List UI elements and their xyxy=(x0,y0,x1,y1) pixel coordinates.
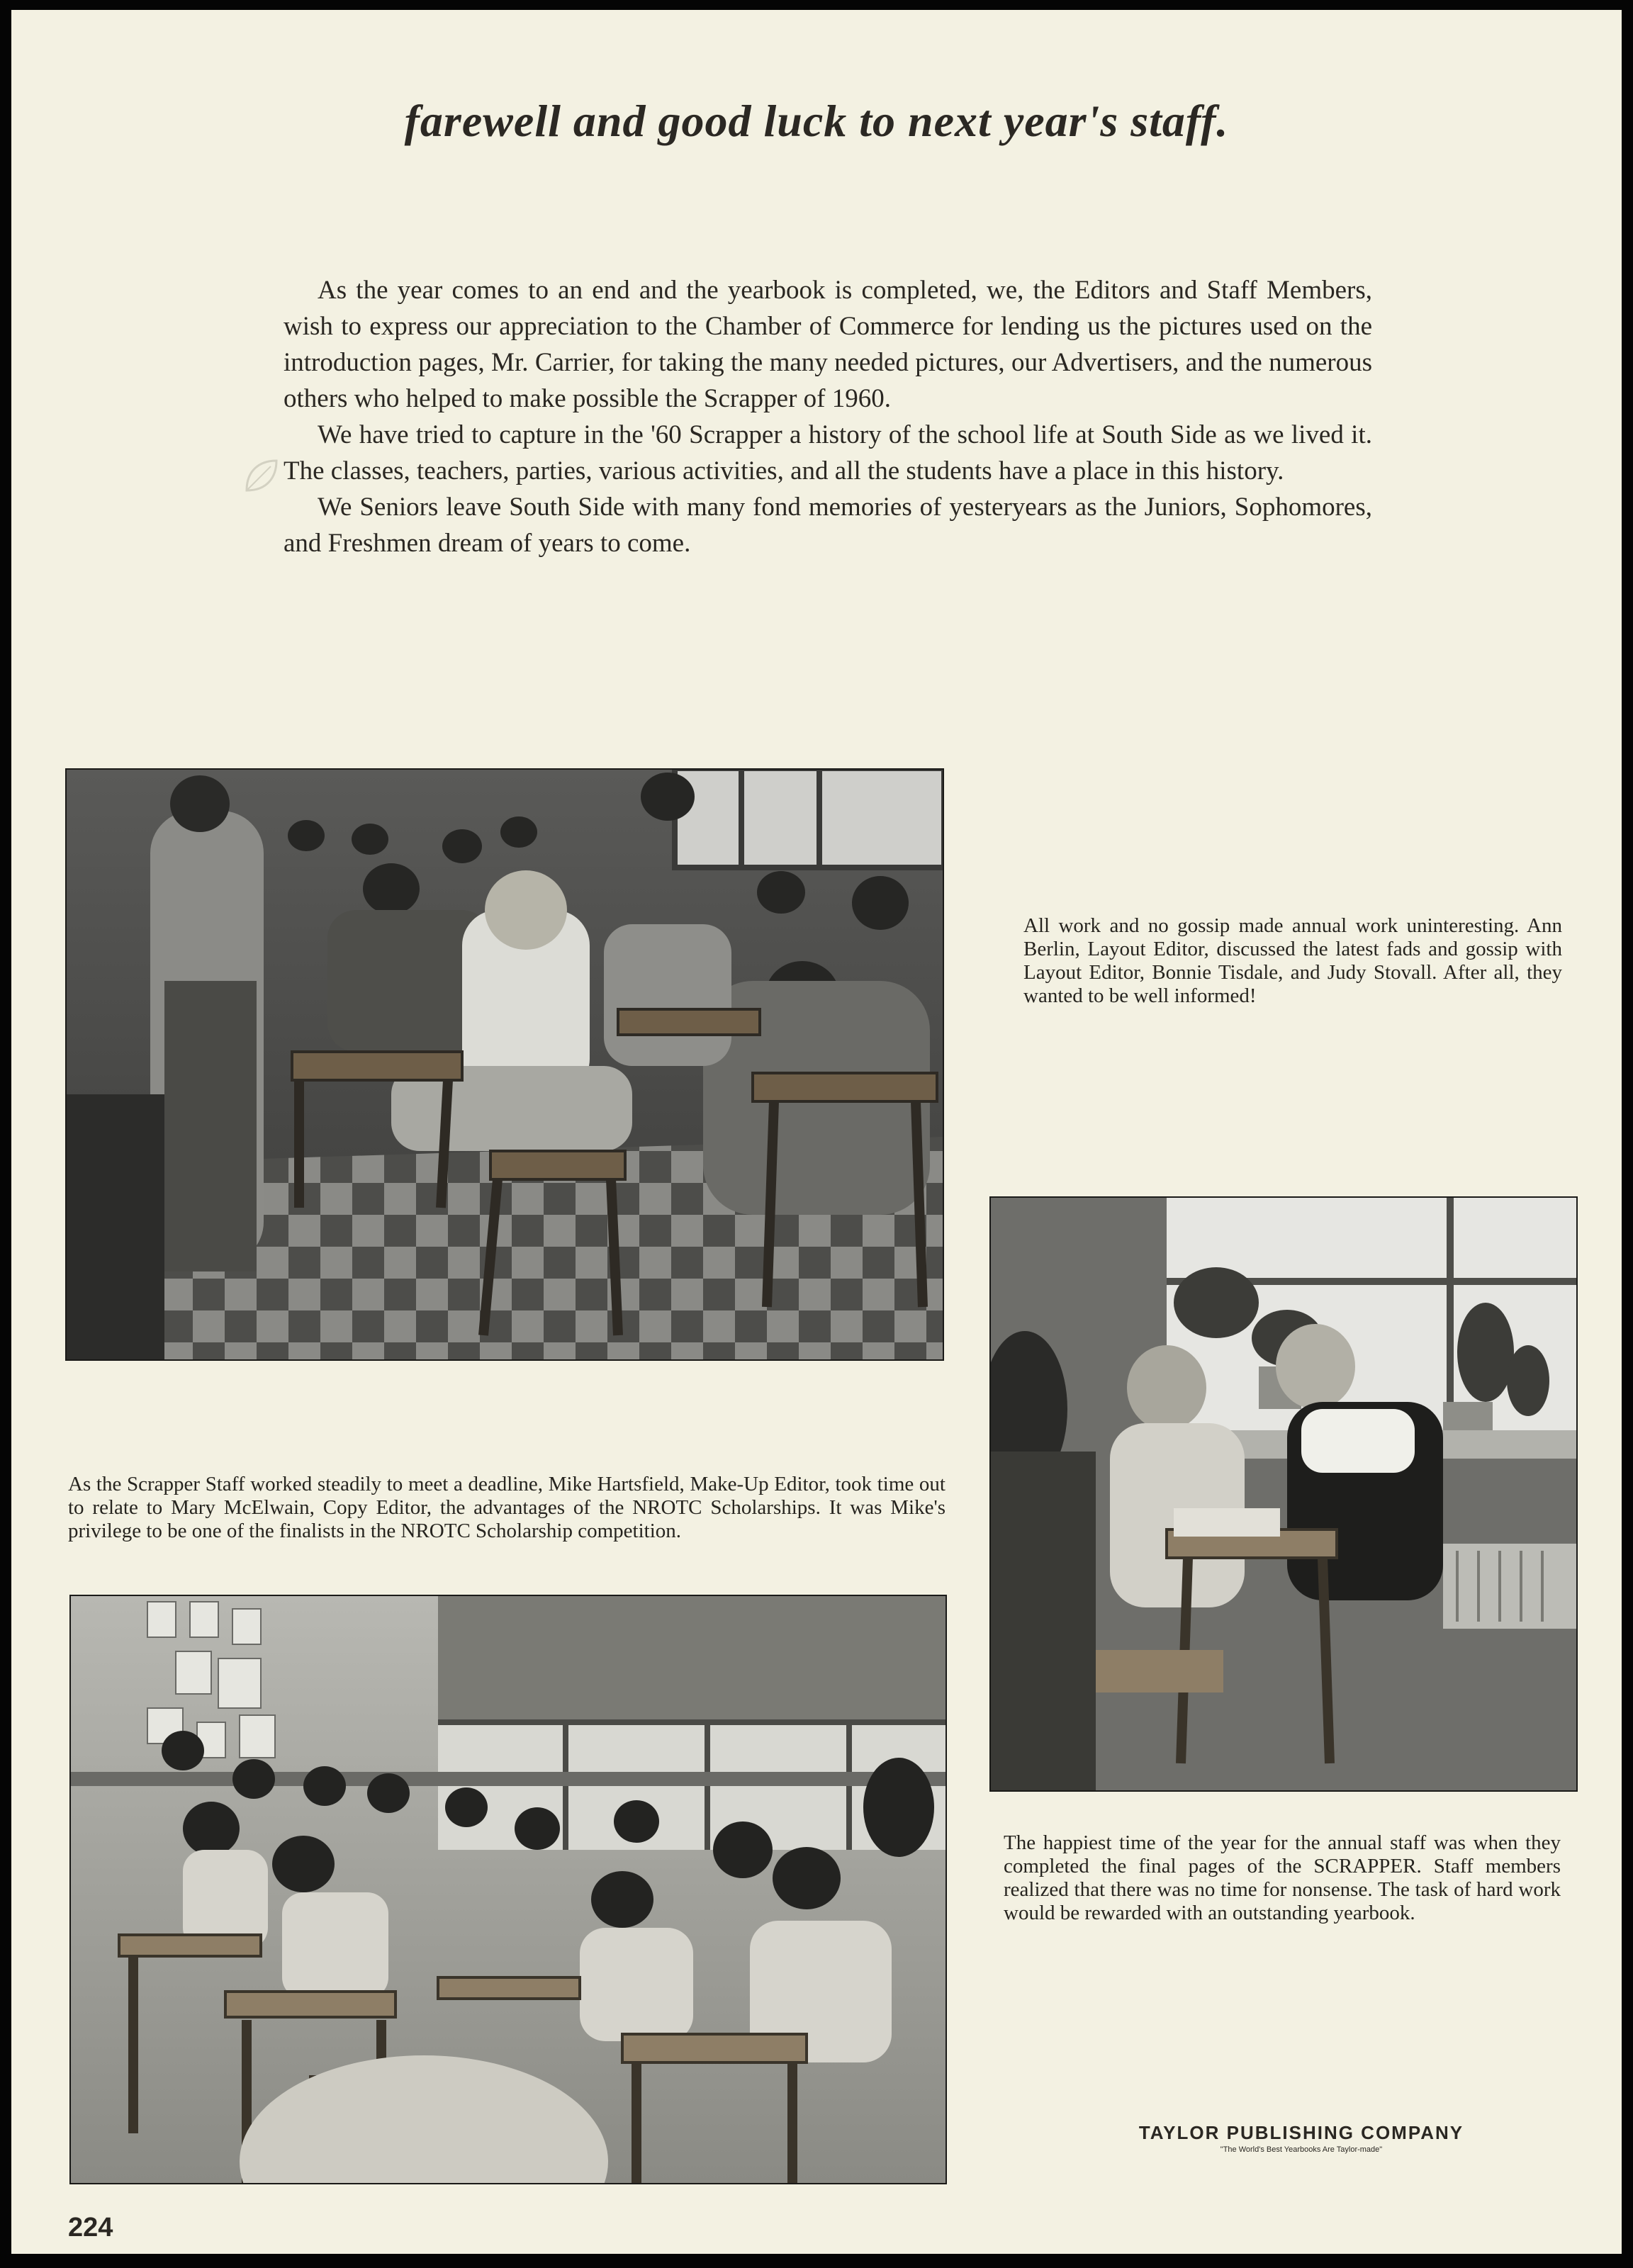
caption-right-photo: The happiest time of the year for the annual staff was when they completed the final pages of the SCRAPPER. Staff members realized that there was no time for nonsense. The task of hard work would be rewarded with an outstanding yearbook. xyxy=(1004,1831,1561,1924)
publisher-credit xyxy=(1103,2122,1500,2154)
photo-classroom-deadline xyxy=(69,1595,947,2184)
photo-classroom-gossip xyxy=(65,768,944,1361)
publisher-tagline: "The World's Best Yearbooks Are Taylor-made" xyxy=(1220,2145,1383,2154)
caption-top-photo: All work and no gossip made annual work uninteresting. Ann Berlin, Layout Editor, discussed the latest fads and gossip with Layout Editor, Bonnie Tisdale, and Judy Stovall. After all, they wanted to be well informed! xyxy=(1023,914,1562,1007)
yearbook-page xyxy=(11,10,1622,2254)
publisher-name: TAYLOR PUBLISHING COMPANY xyxy=(1138,2122,1464,2143)
page-number: 224 xyxy=(68,2213,113,2242)
intro-paragraph: We have tried to capture in the '60 Scrapper a history of the school life at South Side as we lived it. The classes, teachers, parties, various activities, and all the students have a place in this history. xyxy=(284,420,1372,485)
caption-bottom-photo: As the Scrapper Staff worked steadily to meet a deadline, Mike Hartsfield, Make-Up Editor, took time out to relate to Mary McElwain, Copy Editor, the advantages of the NROTC Scholarships. It was Mike's privilege to be one of the finalists in the NROTC Scholarship competition. xyxy=(68,1473,945,1542)
staff-photo-illustration xyxy=(989,1196,1578,1792)
intro-paragraph: As the year comes to an end and the yearbook is completed, we, the Editors and Staff Members, wish to express our appreciation to the Chamber of Commerce for lending us the pictures used on the introduction pages, Mr. Carrier, for taking the many needed pictures, our Advertisers, and the numerous others who helped to make possible the Scrapper of 1960. xyxy=(284,276,1372,413)
page-headline: farewell and good luck to next year's staff. xyxy=(404,96,1229,146)
intro-text xyxy=(284,272,1372,561)
leaf-watermark-icon xyxy=(240,455,282,498)
classroom-photo-illustration xyxy=(65,768,944,1361)
classroom-photo-illustration xyxy=(69,1595,947,2184)
intro-paragraph: We Seniors leave South Side with many fond memories of yesteryears as the Juniors, Sophomores, and Freshmen dream of years to come. xyxy=(284,493,1372,558)
photo-staff-window xyxy=(989,1196,1578,1792)
